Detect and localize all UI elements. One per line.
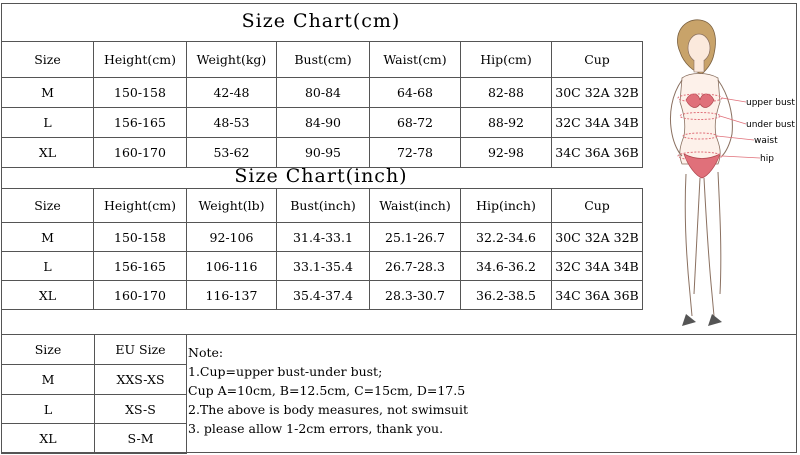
inch-header-row	[2, 189, 643, 223]
table-cell: 30C 32A 32B	[552, 78, 643, 108]
table-cell: M	[2, 365, 95, 395]
table-cell: 34C 36A 36B	[552, 138, 643, 168]
note-heading: Note:	[188, 345, 224, 360]
cm-header-row	[2, 42, 643, 78]
table-cell: 88-92	[461, 108, 552, 138]
table-cell: 82-88	[461, 78, 552, 108]
table-cell: L	[2, 108, 94, 138]
table-cell: 34C 36A 36B	[552, 281, 643, 310]
header-cell: Cup	[552, 42, 643, 78]
table-cell: 28.3-30.7	[370, 281, 461, 310]
woman-figure-illustration	[642, 4, 796, 333]
table-cell: XL	[2, 138, 94, 168]
table-cell: 156-165	[94, 252, 187, 281]
note-line: 2.The above is body measures, not swimsuit	[188, 402, 468, 417]
table-cell: 34.6-36.2	[461, 252, 552, 281]
table-cell: 84-90	[277, 108, 370, 138]
header-cell: Size	[2, 335, 95, 365]
header-cell: Bust(inch)	[277, 189, 370, 223]
notes-block	[188, 343, 468, 438]
header-cell: Hip(cm)	[461, 42, 552, 78]
table-row	[2, 424, 187, 454]
header-cell: Hip(inch)	[461, 189, 552, 223]
inch-size-table	[1, 188, 643, 310]
table-row	[2, 365, 187, 395]
table-cell: 92-98	[461, 138, 552, 168]
table-cell: 106-116	[187, 252, 277, 281]
table-cell: 25.1-26.7	[370, 223, 461, 252]
body-measure-figure	[642, 4, 796, 333]
header-cell: Height(cm)	[94, 42, 187, 78]
table-cell: 156-165	[94, 108, 187, 138]
table-row	[2, 395, 187, 424]
table-cell: 90-95	[277, 138, 370, 168]
header-cell: Weight(kg)	[187, 42, 277, 78]
label-upper-bust: upper bust	[746, 98, 795, 108]
table-cell: 53-62	[187, 138, 277, 168]
table-cell: 32C 34A 34B	[552, 252, 643, 281]
header-cell: EU Size	[95, 335, 187, 365]
eu-size-table	[1, 334, 187, 454]
header-cell: Bust(cm)	[277, 42, 370, 78]
table-cell: 42-48	[187, 78, 277, 108]
table-cell: 64-68	[370, 78, 461, 108]
header-cell: Waist(inch)	[370, 189, 461, 223]
table-cell: 92-106	[187, 223, 277, 252]
table-cell: 26.7-28.3	[370, 252, 461, 281]
note-line: 1.Cup=upper bust-under bust;	[188, 364, 383, 379]
table-cell: 150-158	[94, 223, 187, 252]
note-line: Cup A=10cm, B=12.5cm, C=15cm, D=17.5	[188, 383, 466, 398]
header-cell: Waist(cm)	[370, 42, 461, 78]
table-cell: 72-78	[370, 138, 461, 168]
table-row	[2, 281, 643, 310]
header-cell: Weight(lb)	[187, 189, 277, 223]
table-cell: L	[2, 252, 94, 281]
table-cell: S-M	[95, 424, 187, 454]
table-row	[2, 138, 643, 168]
table-cell: 35.4-37.4	[277, 281, 370, 310]
table-cell: 30C 32A 32B	[552, 223, 643, 252]
table-cell: 36.2-38.5	[461, 281, 552, 310]
label-hip: hip	[760, 154, 774, 164]
table-cell: M	[2, 223, 94, 252]
table-cell: 150-158	[94, 78, 187, 108]
label-waist: waist	[754, 136, 778, 146]
table-cell: 33.1-35.4	[277, 252, 370, 281]
table-cell: XL	[2, 281, 94, 310]
table-cell: XL	[2, 424, 95, 454]
table-cell: 160-170	[94, 281, 187, 310]
header-cell: Size	[2, 189, 94, 223]
cm-size-table	[1, 41, 643, 168]
table-cell: 68-72	[370, 108, 461, 138]
label-under-bust: under bust	[746, 120, 795, 130]
table-cell: 116-137	[187, 281, 277, 310]
table-cell: 31.4-33.1	[277, 223, 370, 252]
table-cell: 32.2-34.6	[461, 223, 552, 252]
table-cell: 48-53	[187, 108, 277, 138]
table-cell: 160-170	[94, 138, 187, 168]
cm-chart-title: Size Chart(cm)	[241, 10, 401, 32]
table-cell: 80-84	[277, 78, 370, 108]
table-row	[2, 223, 643, 252]
note-line: 3. please allow 1-2cm errors, thank you.	[188, 421, 444, 436]
table-row	[2, 252, 643, 281]
header-cell: Height(cm)	[94, 189, 187, 223]
table-cell: XXS-XS	[95, 365, 187, 395]
table-cell: M	[2, 78, 94, 108]
header-cell: Cup	[552, 189, 643, 223]
header-cell: Size	[2, 42, 94, 78]
inch-chart-title: Size Chart(inch)	[234, 165, 408, 187]
table-cell: XS-S	[95, 395, 187, 424]
eu-header-row	[2, 335, 187, 365]
table-cell: L	[2, 395, 95, 424]
table-cell: 32C 34A 34B	[552, 108, 643, 138]
table-row	[2, 78, 643, 108]
table-row	[2, 108, 643, 138]
